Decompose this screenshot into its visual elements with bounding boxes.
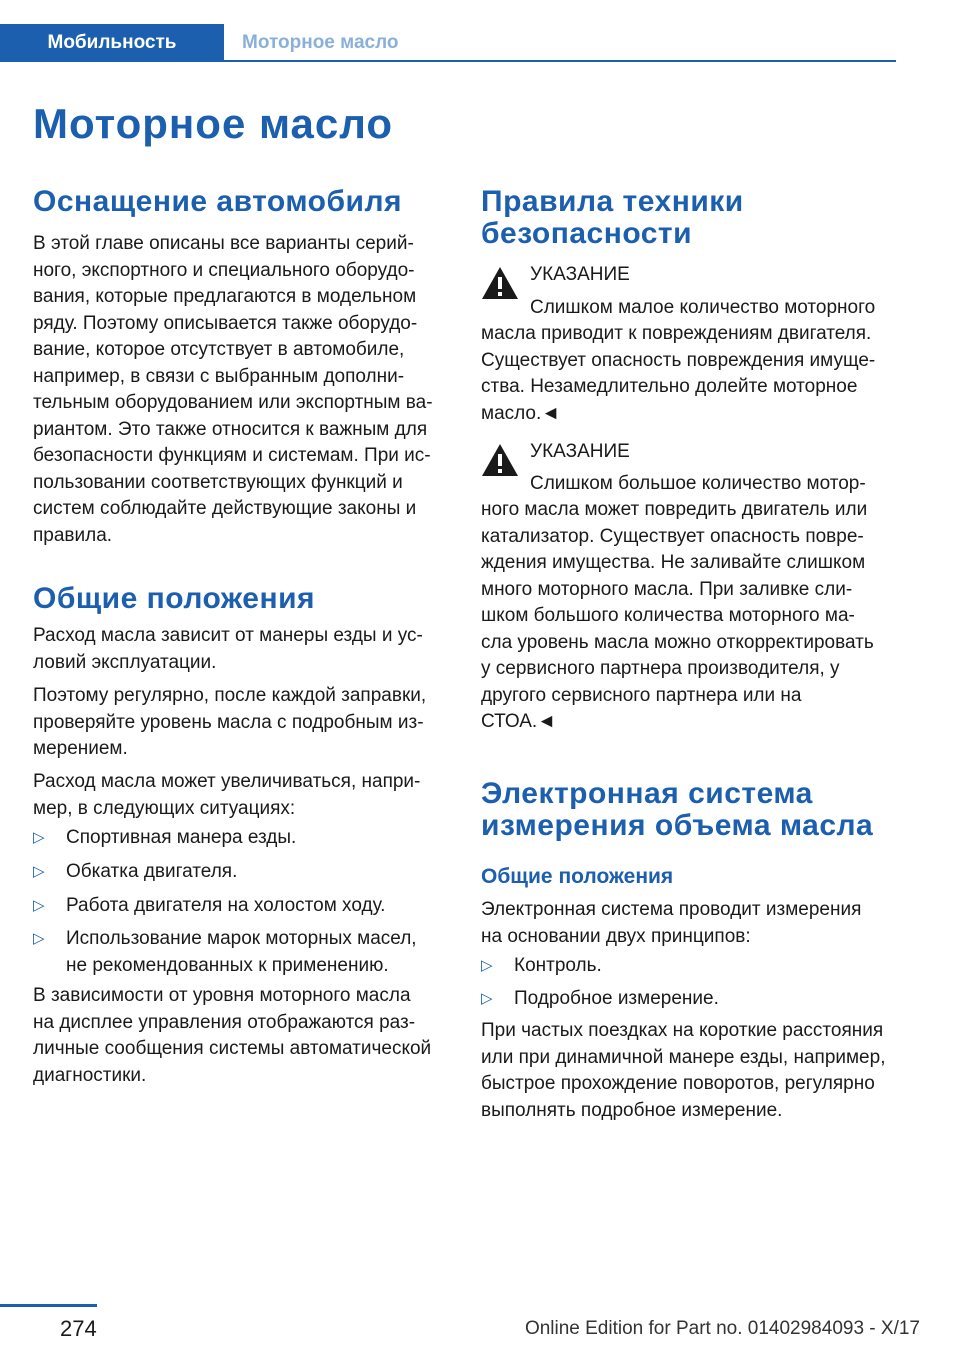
list-item-text: Спортивная манера езды. [66, 827, 297, 848]
general-paragraph-2 [33, 683, 426, 763]
text-line: другого сервисного партнера или на [481, 684, 802, 706]
section-heading-equipment: Оснащение автомобиля [33, 185, 403, 218]
text-line: В этой главе описаны все варианты серий- [33, 233, 414, 254]
triangle-bullet-icon: ▷ [33, 930, 45, 947]
tab-mobility[interactable]: Мобильность [0, 24, 224, 62]
text-line: Электронная система проводит измерения [481, 899, 862, 920]
list-item [33, 926, 447, 980]
header-bar [0, 0, 960, 62]
heading-line: Электронная система [481, 777, 813, 810]
text-line: диагностики. [33, 1064, 147, 1086]
general-paragraph-1 [33, 623, 423, 676]
warning-triangle-icon [481, 443, 519, 477]
text-line: Существует опасность повреждения имуще- [481, 349, 876, 371]
text-line: тельным оборудованием или экспортным ва- [33, 392, 433, 413]
text-line: безопасности функциям и системам. При ис- [33, 445, 431, 466]
text-line: у сервисного партнера производителя, у [481, 658, 840, 679]
text-line: ного, экспортного и специального оборудо- [33, 259, 415, 281]
equipment-paragraph [33, 231, 433, 549]
text-line: много моторного масла. При заливке сли- [481, 578, 853, 600]
text-line: ряду. Поэтому описывается также оборудо- [33, 312, 418, 334]
text-line: выполнять подробное измерение. [481, 1099, 783, 1121]
section-heading-general: Общие положения [33, 582, 316, 615]
text-line: Расход масла зависит от манеры езды и ус- [33, 625, 423, 646]
text-line: Расход масла может увеличиваться, напри- [33, 771, 421, 792]
list-item-text: Подробное измерение. [514, 988, 719, 1009]
text-line: риантом. Это также относится к важным для [33, 418, 428, 440]
text-line: шком большого количества моторного ма- [481, 605, 855, 626]
text-line: проверяйте уровень масла с подробным из- [33, 711, 424, 733]
list-item-text: Обкатка двигателя. [66, 861, 238, 882]
page-number: 274 [60, 1316, 97, 1341]
footer-divider [0, 1304, 97, 1307]
triangle-bullet-icon: ▷ [33, 897, 45, 914]
triangle-bullet-icon: ▷ [481, 957, 493, 974]
triangle-bullet-icon: ▷ [33, 863, 45, 880]
page-title: Моторное масло [33, 100, 393, 147]
text-line: быстрое прохождение поворотов, регулярно [481, 1073, 875, 1094]
subheading-general: Общие положения [481, 865, 674, 888]
text-line: ждения имущества. Не заливайте слишком [481, 552, 866, 573]
text-line: правила. [33, 524, 113, 546]
electronic-paragraph-1 [481, 897, 861, 950]
warning-text-first-line: Слишком большое количество мотор- [530, 473, 866, 494]
text-line: СТОА.◄ [481, 711, 556, 732]
text-line: вания, которые предлагаются в модельном [33, 286, 417, 307]
warning-2-text [481, 497, 874, 736]
text-line: мер, в следующих ситуациях: [33, 797, 296, 819]
triangle-bullet-icon: ▷ [33, 829, 45, 846]
text-line: не рекомендованных к применению. [66, 954, 389, 976]
warning-text-first-line: Слишком малое количество моторного [530, 297, 876, 318]
tab-engine-oil[interactable]: Моторное масло [242, 32, 399, 53]
text-line: В зависимости от уровня моторного масла [33, 985, 411, 1006]
heading-line: безопасности [481, 217, 693, 250]
text-line: ства. Незамедлительно долейте моторное [481, 376, 858, 397]
text-line: на дисплее управления отображаются раз- [33, 1011, 416, 1033]
text-line: мерением. [33, 738, 128, 759]
text-line: катализатор. Существует опасность повре- [481, 525, 864, 547]
heading-line: Правила техники [481, 185, 744, 218]
edition-note: Online Edition for Part no. 01402984093 - X/17 [524, 1318, 920, 1339]
text-line: или при динамичной манере езды, например, [481, 1046, 886, 1068]
warning-label: УКАЗАНИЕ [530, 441, 630, 462]
text-line: например, в связи с выбранным дополни- [33, 365, 405, 387]
text-line: на основании двух принципов: [481, 925, 751, 947]
section-heading-safety [481, 186, 744, 250]
header-divider [224, 60, 896, 62]
warning-1-text [481, 321, 875, 427]
text-line: масло.◄ [481, 402, 561, 424]
text-line: ловий эксплуатации. [33, 651, 217, 673]
triangle-bullet-icon: ▷ [481, 990, 493, 1007]
text-line: При частых поездках на короткие расстояния [481, 1020, 884, 1041]
text-line: масла приводит к повреждениям двигателя. [481, 323, 872, 344]
electronic-paragraph-2 [481, 1018, 885, 1124]
text-line: вание, которое отсутствует в автомобиле, [33, 339, 405, 360]
text-line: личные сообщения системы автоматической [33, 1038, 432, 1059]
list-item-text: Работа двигателя на холостом ходу. [66, 895, 386, 916]
text-line: ного масла может повредить двигатель или [481, 499, 868, 520]
text-line: систем соблюдайте действующие законы и [33, 498, 417, 519]
text-line: Использование марок моторных масел, [66, 928, 417, 949]
heading-line: измерения объема масла [481, 809, 874, 842]
text-line: сла уровень масла можно откорректировать [481, 631, 874, 653]
diagnostics-paragraph [33, 983, 431, 1089]
text-line: пользовании соответствующих функций и [33, 471, 403, 493]
text-line: Поэтому регулярно, после каждой заправки, [33, 685, 427, 706]
warning-label: УКАЗАНИЕ [530, 264, 630, 285]
warning-triangle-icon [481, 266, 519, 300]
list-item-text [66, 926, 417, 979]
general-paragraph-3 [33, 769, 420, 822]
section-heading-electronic [481, 778, 873, 842]
list-item-text: Контроль. [514, 955, 602, 976]
